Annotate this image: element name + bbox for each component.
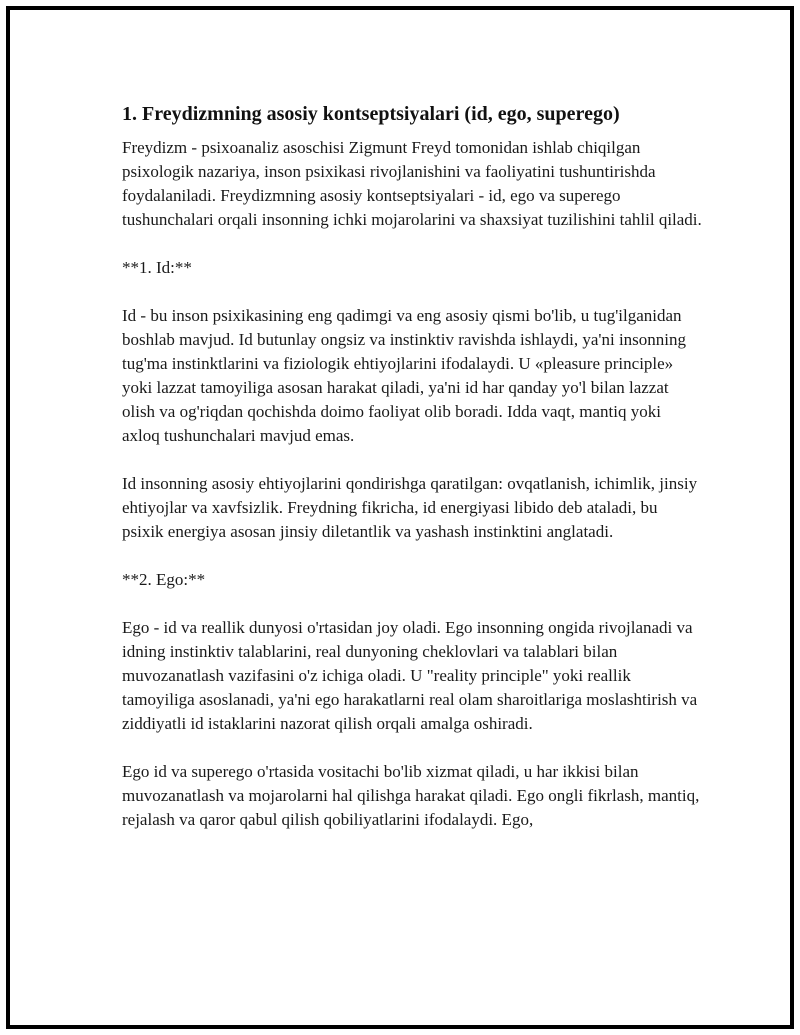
page-frame (6, 6, 794, 1029)
section-heading-id: **1. Id:** (122, 258, 192, 277)
document-body (122, 100, 702, 856)
paragraph-ego-mediator: Ego id va superego o'rtasida vositachi bo'lib xizmat qiladi, u har ikkisi bilan muvozanatlash va mojarolarni hal qilishga harakat qiladi. Ego ongli fikrlash, mantiq, rejalash va qaror qabul qilish qobiliyatlarini ifodalaydi. Ego, (122, 762, 700, 829)
paragraph-intro: Freydizm - psixoanaliz asoschisi Zigmunt Freyd tomonidan ishlab chiqilgan psixologik nazariya, inson psixikasi rivojlanishini va faoliyatini tushuntirishda foydalaniladi. Freydizmning asosiy kontseptsiyalari - id, ego va superego tushunchalari orqali insonning ichki mojarolarini va shaxsiyat tuzilishini tahlil qiladi. (122, 138, 702, 229)
paragraph-id-needs: Id insonning asosiy ehtiyojlarini qondirishga qaratilgan: ovqatlanish, ichimlik, jinsiy ehtiyojlar va xavfsizlik. Freydning fikricha, id energiyasi libido deb ataladi, bu psixik energiya asosan jinsiy diletantlik va yashash instinktini anglatadi. (122, 474, 698, 541)
document-title: 1. Freydizmning asosiy kontseptsiyalari (id, ego, superego) (122, 103, 620, 125)
section-heading-ego: **2. Ego:** (122, 570, 206, 589)
paragraph-ego-definition: Ego - id va reallik dunyosi o'rtasidan joy oladi. Ego insonning ongida rivojlanadi va idning instinktiv talablarini, real dunyoning cheklovlari va talablari bilan muvozanatlash vazifasini o'z ichiga oladi. U "reality principle" yoki reallik tamoyiliga asoslanadi, ya'ni ego harakatlarni real olam sharoitlariga moslashtirish va ziddiyatli id istaklarini nazorat qilish orqali amalga oshiradi. (122, 618, 698, 733)
paragraph-id-definition: Id - bu inson psixikasining eng qadimgi va eng asosiy qismi bo'lib, u tug'ilganidan boshlab mavjud. Id butunlay ongsiz va instinktiv ravishda ishlaydi, ya'ni insonning tug'ma instinktlarini va fiziologik ehtiyojlarini ifodalaydi. U «pleasure principle» yoki lazzat tamoyiliga asosan harakat qiladi, ya'ni id har qanday yo'l bilan lazzat olish va og'riqdan qochishda doimo faoliyat olib boradi. Idda vaqt, mantiq yoki axloq tushunchalari mavjud emas. (122, 306, 687, 445)
